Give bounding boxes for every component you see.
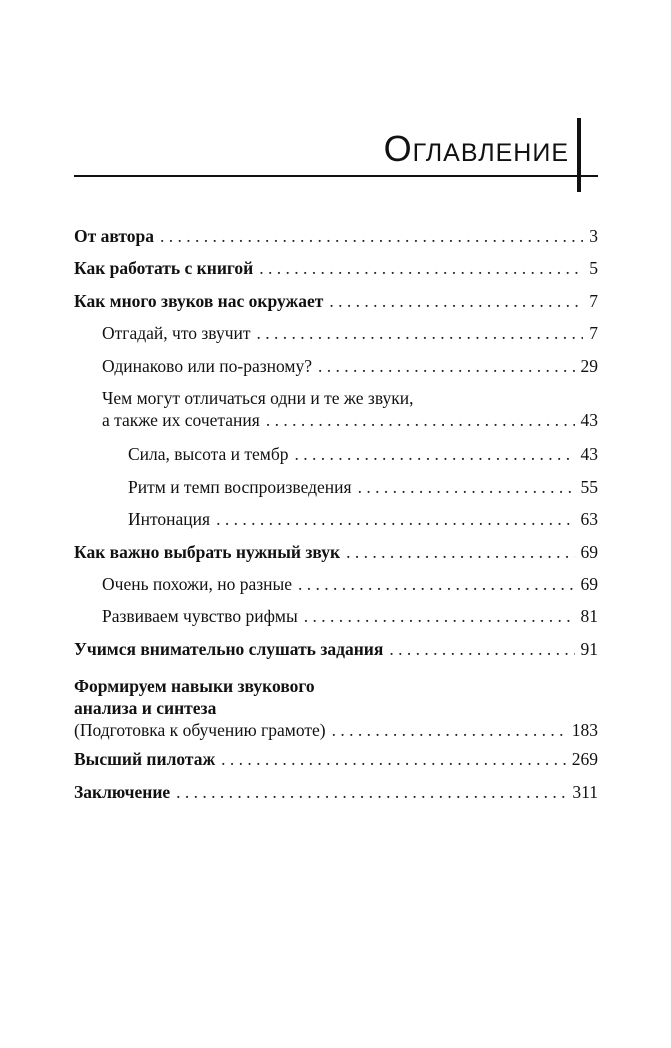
toc-page-number: 3 xyxy=(589,226,598,246)
toc-entry[interactable] xyxy=(74,508,598,530)
toc-entry-label: Развиваем чувство рифмы xyxy=(102,606,298,626)
toc-entry-label: Интонация xyxy=(128,509,211,529)
toc-page-number: 43 xyxy=(580,410,598,430)
toc-leader-dots xyxy=(346,541,574,563)
toc-page-number: 69 xyxy=(580,542,598,562)
toc-page-number: 91 xyxy=(580,639,598,659)
toc-page-number: 5 xyxy=(589,258,598,278)
toc-entry-label: Отгадай, что звучит xyxy=(102,323,251,343)
toc-leader-dots xyxy=(318,355,574,377)
toc-entry-label: Очень похожи, но разные xyxy=(102,574,293,594)
toc-leader-dots xyxy=(329,290,583,312)
toc-entry[interactable] xyxy=(74,443,598,465)
toc-leader-dots xyxy=(176,781,566,803)
toc-entry[interactable] xyxy=(74,675,598,741)
toc-entry[interactable] xyxy=(74,387,598,431)
toc-page-number: 81 xyxy=(580,606,598,626)
header-rule xyxy=(74,175,598,177)
toc-entry[interactable] xyxy=(74,476,598,498)
toc-leader-dots xyxy=(257,322,584,344)
toc-leader-dots xyxy=(358,476,575,498)
toc-page-number: 69 xyxy=(580,574,598,594)
toc-entry[interactable] xyxy=(74,781,598,803)
toc-entry[interactable] xyxy=(74,573,598,595)
toc-entry-label: Высший пилотаж xyxy=(74,749,216,769)
toc-entry[interactable] xyxy=(74,355,598,377)
toc-entry[interactable] xyxy=(74,605,598,627)
toc-page-number: 269 xyxy=(571,749,598,769)
toc-entry[interactable] xyxy=(74,748,598,770)
toc-entry-heading-line: анализа и синтеза xyxy=(74,698,217,718)
toc-entry-label: Сила, высота и тембр xyxy=(128,444,289,464)
toc-leader-dots xyxy=(259,257,583,279)
toc-leader-dots xyxy=(304,605,575,627)
header-vertical-bar xyxy=(577,118,581,192)
toc-entry[interactable] xyxy=(74,638,598,660)
toc-page-number: 7 xyxy=(589,291,598,311)
toc-entry[interactable] xyxy=(74,225,598,247)
toc-leader-dots xyxy=(389,638,574,660)
toc-page-number: 311 xyxy=(572,782,598,802)
toc-entry-label: Как важно выбрать нужный звук xyxy=(74,542,341,562)
toc-entry-heading-line: Чем могут отличаться одни и те же звуки, xyxy=(102,388,414,408)
toc-leader-dots xyxy=(298,573,574,595)
toc-entry-label: От автора xyxy=(74,226,154,246)
toc-page-number: 7 xyxy=(589,323,598,343)
toc-leader-dots xyxy=(294,443,574,465)
toc-entry[interactable] xyxy=(74,322,598,344)
toc-entry-label: а также их сочетания xyxy=(102,410,260,430)
toc-leader-dots xyxy=(221,748,566,770)
toc-page-number: 55 xyxy=(580,477,598,497)
toc-leader-dots xyxy=(332,719,566,741)
toc-entry-label: Одинаково или по-разному? xyxy=(102,356,313,376)
toc-page-number: 43 xyxy=(580,444,598,464)
toc-entry[interactable] xyxy=(74,541,598,563)
toc-page-number: 183 xyxy=(571,720,598,740)
toc-page-number: 29 xyxy=(580,356,598,376)
toc-entry[interactable] xyxy=(74,257,598,279)
toc-leader-dots xyxy=(160,225,583,247)
toc-entry-label: Заключение xyxy=(74,782,171,802)
toc-entry-label: Ритм и темп воспроизведения xyxy=(128,477,352,497)
toc-entry-label: Как много звуков нас окружает xyxy=(74,291,324,311)
toc-entry[interactable] xyxy=(74,290,598,312)
toc-page-number: 63 xyxy=(580,509,598,529)
toc-entry-label: (Подготовка к обучению грамоте) xyxy=(74,720,326,740)
toc-entry-label: Учимся внимательно слушать задания xyxy=(74,639,384,659)
toc-leader-dots xyxy=(266,409,575,431)
toc-entry-label: Как работать с книгой xyxy=(74,258,254,278)
toc-leader-dots xyxy=(216,508,574,530)
toc-entry-heading-line: Формируем навыки звукового xyxy=(74,676,315,696)
page-title: Оглавление xyxy=(383,128,569,169)
